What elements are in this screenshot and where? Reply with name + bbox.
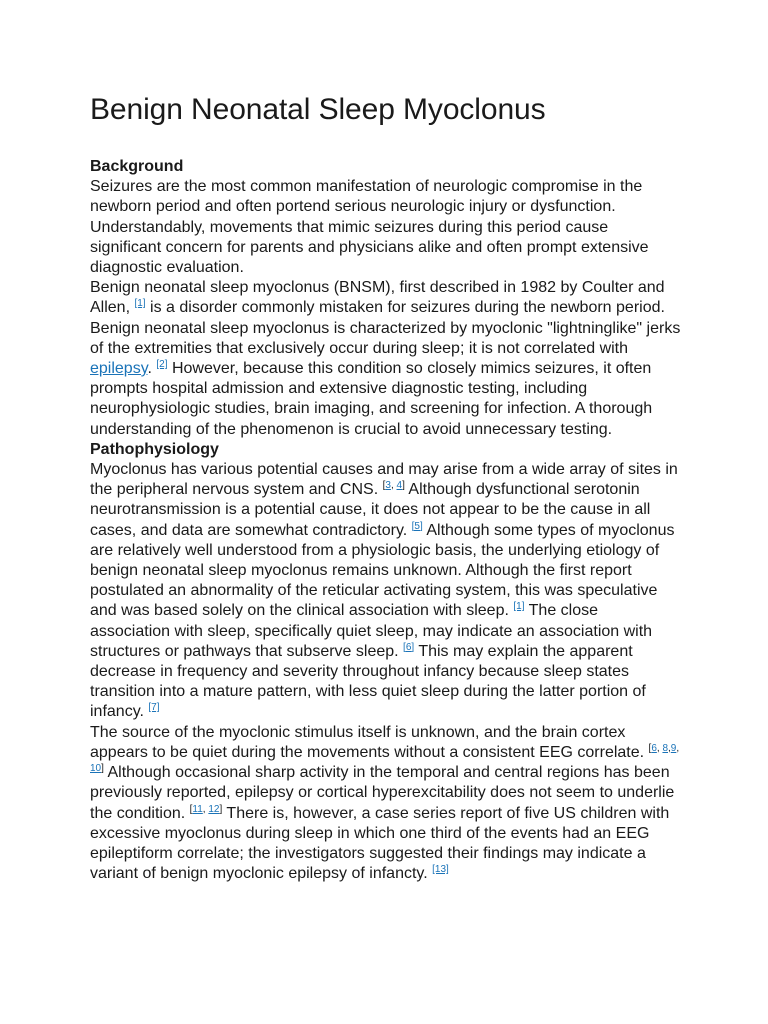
pathophysiology-paragraph-2 [90,723,682,885]
citation-bracket: [ [648,742,652,754]
citation-separator: , [668,742,671,754]
background-paragraph-2 [90,278,682,440]
text-run: Benign neonatal sleep myoclonus (BNSM), first described in 1982 by Coulter and Allen, [90,279,665,317]
citation-ref[interactable] [134,298,145,309]
citation-separator: , [656,742,663,754]
citation-bracket: ] [219,803,223,815]
citation-ref[interactable] [403,642,414,653]
text-run: This may explain the apparent decrease in frequency and severity throughout infancy because sleep states transition into a mature pattern, with less quiet sleep during the latter portion of infancy. [90,642,646,721]
citation-ref[interactable] [383,480,405,491]
citation-ref[interactable] [190,804,223,815]
citation-separator: , [390,480,397,492]
citation-bracket: ] [101,763,104,775]
citation-link[interactable]: 4 [396,480,403,492]
text-run: However, because this condition so closely mimics seizures, it often prompts hospital admission and extensive diagnostic testing, including neurophysiologic studies, brain imaging, and screening for infection. A thorough understanding of the phenomenon is crucial to avoid unnecessary testing. [90,360,653,438]
text-run: The source of the myoclonic stimulus itself is unknown, and the brain cortex appears to be quiet during the movements without a consistent EEG correlate. [90,723,649,761]
citation-ref[interactable] [412,521,423,532]
citation-link[interactable]: 3 [385,480,391,492]
citation-ref[interactable] [156,359,167,370]
text-run: Although dysfunctional serotonin neurotransmission is a potential cause, it does not appear to be the cause in all cases, and data are somewhat contradictory. [90,481,651,539]
text-run: is a disorder commonly mistaken for seizures during the newborn period. Benign neonatal sleep myoclonus is characterized by myoclonic "lightninglike" jerks of the extremities that exclusively occur during sleep; it is not correlated with [90,299,681,357]
citation-link[interactable]: 10 [90,763,102,775]
citation-ref[interactable] [513,601,524,612]
citation-link[interactable]: [5] [411,520,423,532]
citation-ref[interactable] [432,864,449,875]
citation-link[interactable]: [13] [432,864,449,876]
text-run: The close association with sleep, specifically quiet sleep, may indicate an association with structures or pathways that subserve sleep. [90,602,653,660]
page-title: Benign Neonatal Sleep Myoclonus [90,93,546,126]
citation-link[interactable]: 11 [192,803,203,815]
citation-ref[interactable] [148,702,159,713]
citation-bracket: [ [382,480,386,492]
citation-link[interactable]: 12 [208,803,220,815]
citation-link[interactable]: 6 [651,742,657,754]
citation-link[interactable]: [1] [134,298,146,310]
background-paragraph-1: Seizures are the most common manifestation of neurologic compromise in the newborn period and often portend serious neurologic injury or dysfunction. Understandably, movements that mimic seizures during this period cause significant concern for parents and physicians alike and often prompt extensive diagnostic evaluation. [90,178,649,277]
article-body [90,157,682,884]
text-run: There is, however, a case series report of five US children with excessive myoclonus during sleep in which one third of the events had an EEG epileptiform correlate; the investigators suggested their findings may indicate a variant of benign myoclonic epilepsy of infancty. [90,804,670,883]
citation-link[interactable]: [7] [148,702,160,714]
text-run: Although occasional sharp activity in the temporal and central regions has been previously reported, epilepsy or cortical hyperexcitability does not seem to underlie the condition. [90,764,675,822]
citation-link[interactable]: 8 [662,742,668,754]
citation-bracket: ] [402,480,405,492]
citation-link[interactable]: [2] [156,359,168,371]
epilepsy-link[interactable]: epilepsy [90,360,148,378]
citation-separator: , [676,742,680,754]
text-run: . [147,360,157,378]
pathophysiology-paragraph-1 [90,460,682,723]
citation-separator: , [202,803,209,815]
citation-link[interactable]: [1] [513,601,525,613]
text-run: Myoclonus has various potential causes and may arise from a wide array of sites in the peripheral nervous system and CNS. [90,461,678,499]
pathophysiology-heading: Pathophysiology [90,440,219,458]
text-run: Although some types of myoclonus are relatively well understood from a physiologic basis, the underlying etiology of benign neonatal sleep myoclonus remains unknown. Although the first report postulated an abnormality of the reticular activating system, this was speculative and was based solely on the clinical association with sleep. [90,521,675,620]
background-heading: Background [90,158,184,175]
citation-link[interactable]: [6] [403,641,415,653]
citation-bracket: [ [189,803,193,815]
citation-link[interactable]: 9 [670,742,677,754]
